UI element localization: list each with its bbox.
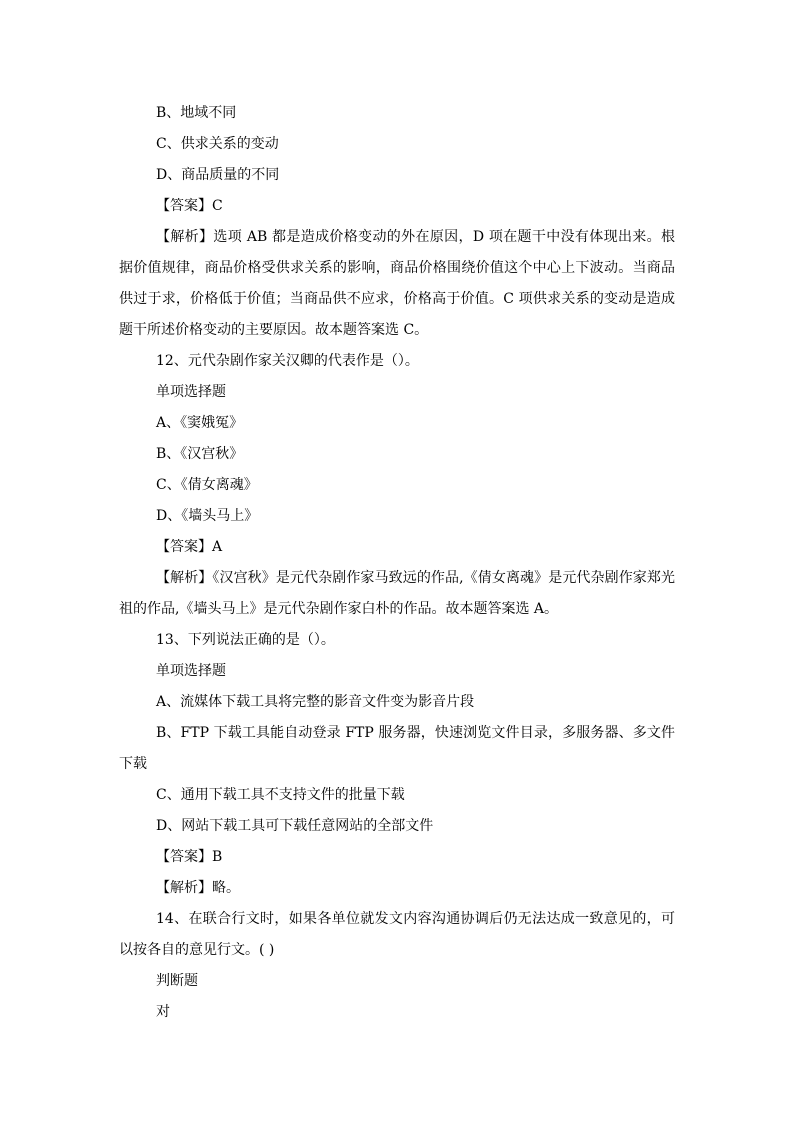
option-c-q12: C、《倩女离魂》 xyxy=(156,477,258,493)
answer-q11: 【答案】C xyxy=(156,198,223,214)
option-b-q13: B、FTP 下载工具能自动登录 FTP 服务器，快速浏览文件目录，多服务器、多文件下载 xyxy=(119,725,675,772)
question-14: 14、在联合行文时，如果各单位就发文内容沟通协调后仍无法达成一致意见的，可以按各自的意见行文。( ) xyxy=(119,911,675,958)
option-d-q11: D、商品质量的不同 xyxy=(156,167,280,183)
option-d-q12: D、《墙头马上》 xyxy=(156,508,259,524)
answer-option-true: 对 xyxy=(156,1004,170,1020)
document-body xyxy=(119,98,675,1028)
question-type-q12: 单项选择题 xyxy=(156,384,226,400)
question-type-q14: 判断题 xyxy=(156,973,198,989)
question-type-q13: 单项选择题 xyxy=(156,663,226,679)
option-b-q11: B、地域不同 xyxy=(156,105,237,121)
option-a-q12: A、《窦娥冤》 xyxy=(156,415,244,431)
analysis-q13: 【解析】略。 xyxy=(156,880,240,896)
question-13: 13、下列说法正确的是（）。 xyxy=(156,632,335,648)
option-c-q11: C、供求关系的变动 xyxy=(156,136,279,152)
analysis-q11: 【解析】选项 AB 都是造成价格变动的外在原因，D 项在题干中没有体现出来。根据价值规律，商品价格受供求关系的影响，商品价格围绕价值这个中心上下波动。当商品供过于求，价格低于价值；当商品供不应求，价格高于价值。C 项供求关系的变动是造成题干所述价格变动的主要原因。故本题答案选 C。 xyxy=(119,229,675,338)
option-a-q13: A、流媒体下载工具将完整的影音文件变为影音片段 xyxy=(156,694,475,710)
option-c-q13: C、通用下载工具不支持文件的批量下载 xyxy=(156,787,405,803)
option-b-q12: B、《汉宫秋》 xyxy=(156,446,244,462)
analysis-q12: 【解析】《汉宫秋》是元代杂剧作家马致远的作品,《倩女离魂》是元代杂剧作家郑光祖的作品,《墙头马上》是元代杂剧作家白朴的作品。故本题答案选 A。 xyxy=(119,570,675,617)
option-d-q13: D、网站下载工具可下载任意网站的全部文件 xyxy=(156,818,434,834)
answer-q12: 【答案】A xyxy=(156,539,223,555)
answer-q13: 【答案】B xyxy=(156,849,223,865)
question-12: 12、元代杂剧作家关汉卿的代表作是（）。 xyxy=(156,353,419,369)
